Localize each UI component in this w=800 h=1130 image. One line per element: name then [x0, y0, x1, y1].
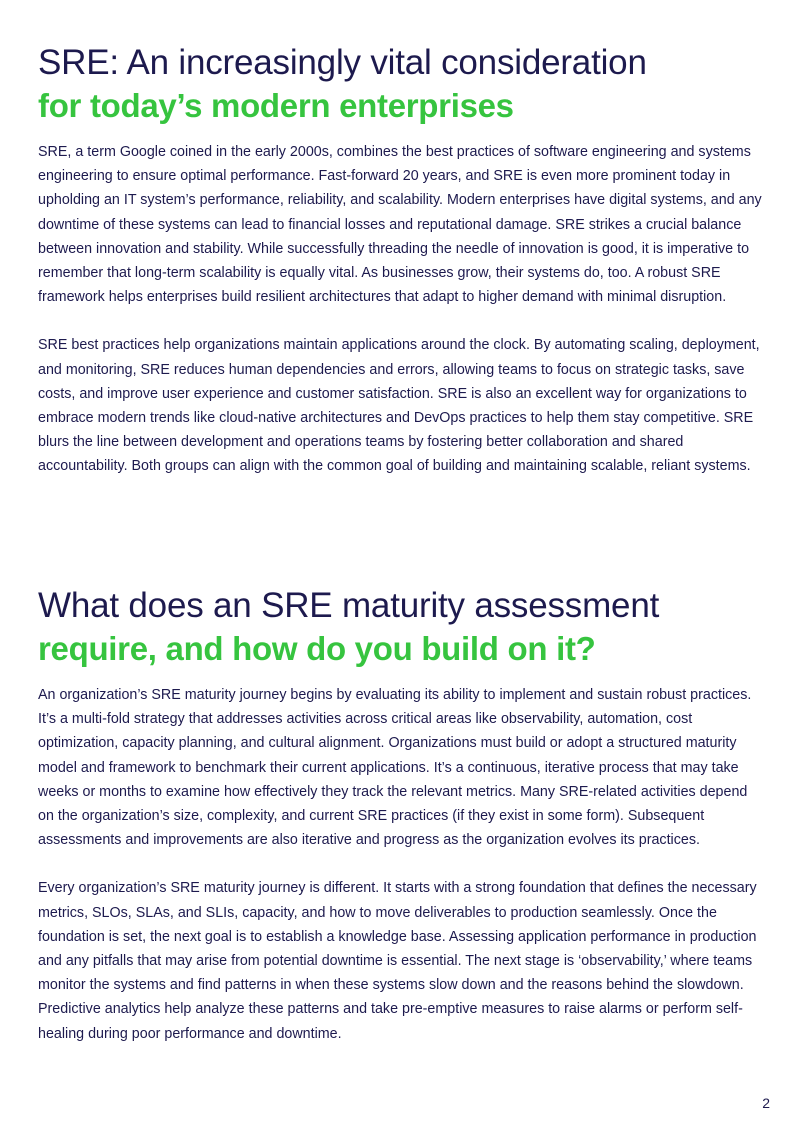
section-heading: [38, 583, 763, 669]
body-paragraph: Every organization’s SRE maturity journey is different. It starts with a strong foundation that defines the necessary metrics, SLOs, SLAs, and SLIs, capacity, and how to move deliverables to production seamlessly. Once the foundation is set, the next goal is to establish a knowledge base. Assessing application performance in production and any pitfalls that may arise from potential downtime is essential. The next stage is ‘observability,’ where teams monitor the systems and find patterns in when these systems slow down and the reasons behind the slowdown. Predictive analytics help analyze these patterns and take pre-emptive measures to raise alarms or perform self-healing during poor performance and downtime.: [38, 880, 757, 1042]
body-paragraph: SRE, a term Google coined in the early 2000s, combines the best practices of software engineering and systems engineering to ensure optimal performance. Fast-forward 20 years, and SRE is even more prominent today in upholding an IT system’s performance, reliability, and scalability. Modern enterprises have digital systems, and any downtime of these systems can lead to financial losses and reputational damage. SRE strikes a crucial balance between innovation and stability. While successfully threading the needle of innovation is good, it is imperative to remember that long-term scalability is equally vital. As businesses grow, their systems do, too. A robust SRE framework helps enterprises build resilient architectures that adapt to higher demand with minimal disruption.: [38, 144, 762, 306]
page-number: 2: [762, 1095, 770, 1111]
body-paragraph: An organization’s SRE maturity journey begins by evaluating its ability to implement and sustain robust practices. It’s a multi-fold strategy that addresses activities across critical areas like observability, automation, cost optimization, capacity planning, and cultural alignment. Organizations must build or adopt a structured maturity model and framework to benchmark their current applications. It’s a continuous, iterative process that may take weeks or months to examine how effectively they track the relevant metrics. Many SRE-related activities depend on the organization’s size, complexity, and current SRE practices (if they exist in some form). Subsequent assessments and improvements are also iterative and progress as the organization evolves its practices.: [38, 687, 752, 849]
heading-line-primary: What does an SRE maturity assessment: [38, 586, 660, 625]
section-heading: [38, 40, 763, 126]
heading-line-primary: SRE: An increasingly vital consideration: [38, 43, 647, 82]
section-sre-maturity-assessment: [38, 583, 763, 1046]
section-sre-vital-consideration: [38, 40, 763, 479]
heading-line-accent: for today’s modern enterprises: [38, 87, 514, 124]
body-paragraph: SRE best practices help organizations maintain applications around the clock. By automating scaling, deployment, and monitoring, SRE reduces human dependencies and errors, allowing teams to focus on strategic tasks, save costs, and improve user experience and customer satisfaction. SRE is also an excellent way for organizations to embrace modern trends like cloud-native architectures and DevOps practices to help them stay competitive. SRE blurs the line between development and operations teams by fostering better collaboration and shared accountability. Both groups can align with the common goal of building and maintaining scalable, reliant systems.: [38, 337, 760, 475]
heading-line-accent: require, and how do you build on it?: [38, 630, 596, 667]
